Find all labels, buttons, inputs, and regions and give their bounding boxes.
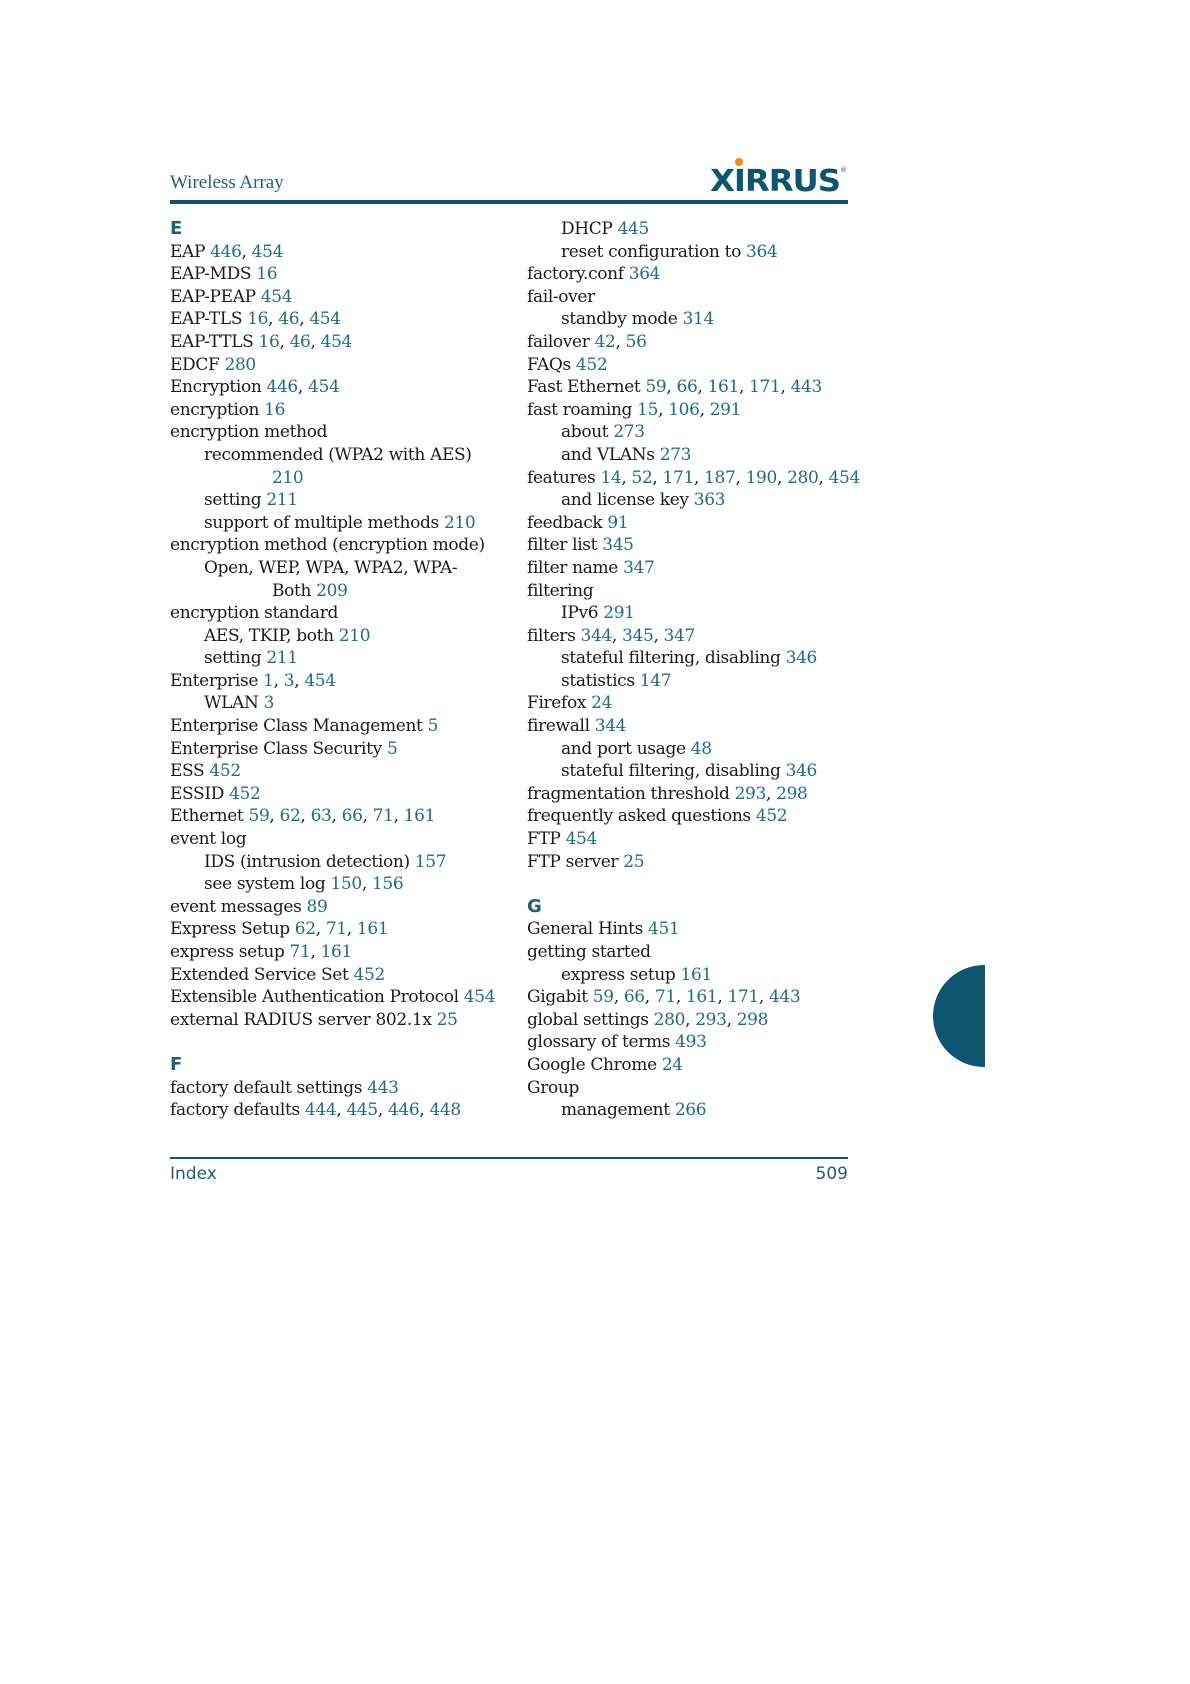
page-reference-link[interactable]: 363 [693, 490, 726, 511]
section-letter: E [170, 218, 183, 239]
page-reference-link[interactable]: 452 [755, 806, 788, 827]
index-entry [170, 896, 502, 919]
page-reference-link[interactable]: 71 [372, 806, 394, 827]
index-entry: Enterprise 1, 3, 454 [170, 670, 336, 691]
index-entry [527, 805, 857, 828]
index-term: reset configuration to [561, 241, 747, 262]
page-reference-link[interactable]: 24 [661, 1054, 683, 1075]
index-entry [170, 263, 502, 286]
page-reference-link[interactable]: 157 [414, 851, 447, 872]
page-reference-link[interactable]: 346 [785, 761, 818, 782]
index-term: fail-over [527, 286, 595, 307]
page-reference-link[interactable]: 25 [623, 851, 645, 872]
index-term: and license key [561, 490, 694, 511]
page-reference-link[interactable]: 5 [427, 716, 439, 737]
page-reference-link[interactable]: 15 [637, 399, 659, 420]
page-reference-link[interactable]: 161 [685, 987, 718, 1008]
index-term: express setup [561, 964, 681, 985]
page-reference-link[interactable]: 190 [745, 467, 777, 488]
index-entry [170, 286, 502, 309]
section-spacer [170, 1031, 502, 1054]
page-reference-link[interactable]: 71 [654, 987, 676, 1008]
index-thumb-tab [933, 965, 985, 1067]
page-reference-link[interactable]: 56 [625, 331, 647, 352]
index-entry [527, 941, 857, 964]
index-term: encryption method (encryption mode) [170, 535, 485, 556]
index-entry [527, 670, 857, 693]
index-term: stateful filtering, disabling [561, 761, 786, 782]
page-reference-link[interactable]: 451 [648, 919, 680, 940]
index-term: and VLANs [561, 444, 660, 465]
index-entry: Express Setup 62, 71, 161 [170, 919, 389, 940]
index-term: event log [170, 829, 247, 850]
index-entry [527, 580, 857, 603]
page-reference-link[interactable]: 187 [704, 467, 736, 488]
page-reference-link[interactable]: 14 [600, 467, 622, 488]
index-entry [170, 580, 502, 603]
index-term: Open, WEP, WPA, WPA2, WPA- [204, 557, 458, 578]
page-reference-link[interactable]: 454 [565, 829, 597, 850]
page-reference-link[interactable]: 347 [663, 625, 695, 646]
page-reference-link[interactable]: 493 [675, 1032, 707, 1053]
page-reference-link[interactable]: 454 [828, 467, 860, 488]
index-entry [170, 1077, 502, 1100]
page-reference-link[interactable]: 454 [320, 331, 353, 352]
page-reference-link[interactable]: 444 [304, 1100, 337, 1121]
index-term: Google Chrome [527, 1054, 662, 1075]
page-reference-link[interactable]: 266 [674, 1100, 707, 1121]
page-reference-link[interactable]: 89 [306, 896, 328, 917]
index-entry: express setup 71, 161 [170, 942, 352, 962]
page-reference-link[interactable]: 452 [353, 964, 385, 985]
index-entry [527, 354, 857, 377]
page-reference-link[interactable]: 171 [749, 377, 781, 398]
page-reference-link[interactable]: 298 [736, 1009, 769, 1030]
index-term: encryption [170, 399, 265, 420]
page-reference-link[interactable]: 46 [278, 309, 300, 330]
index-term: statistics [561, 670, 640, 691]
index-entry [170, 760, 502, 783]
page-reference-link[interactable]: 42 [594, 331, 616, 352]
index-entry [170, 738, 502, 761]
page-reference-link[interactable]: 91 [607, 512, 629, 533]
index-entry [170, 715, 502, 738]
index-term: fast roaming [527, 399, 638, 420]
index-entry [170, 444, 502, 467]
page-reference-link[interactable]: 156 [371, 874, 404, 895]
index-term: failover [527, 331, 595, 352]
page-reference-link[interactable]: 211 [266, 490, 298, 511]
index-entry: features 14, 52, 171, 187, 190, 280, 454 [527, 467, 860, 488]
index-entry [170, 783, 502, 806]
index-term: Encryption [170, 377, 267, 398]
index-term: Enterprise Class Security [170, 738, 387, 759]
index-entry [527, 1099, 857, 1122]
index-term: AES, TKIP, both [204, 625, 339, 646]
page-reference-link[interactable]: 161 [320, 942, 352, 962]
index-term: Both [272, 580, 317, 601]
index-term: feedback [527, 512, 608, 533]
page-reference-link[interactable]: 314 [682, 309, 714, 330]
index-entry [527, 692, 857, 715]
index-term: Extended Service Set [170, 964, 354, 985]
index-column-right [527, 218, 860, 1122]
index-term: EAP-PEAP [170, 286, 261, 307]
page-reference-link[interactable]: 210 [272, 467, 304, 488]
page-reference-link[interactable]: 210 [338, 625, 371, 646]
index-entry [527, 602, 857, 625]
index-entry: see system log 150, 156 [204, 874, 404, 895]
page-reference-link[interactable]: 443 [768, 987, 801, 1008]
page-reference-link[interactable]: 16 [247, 309, 269, 330]
page-reference-link[interactable]: 63 [310, 806, 332, 827]
page-reference-link[interactable]: 280 [653, 1009, 686, 1030]
index-term: EAP-TTLS [170, 331, 259, 352]
page-reference-link[interactable]: 16 [256, 264, 278, 285]
page-reference-link[interactable]: 106 [668, 399, 700, 420]
page-reference-link[interactable]: 59 [248, 806, 270, 827]
index-entry [170, 692, 502, 715]
index-entry [170, 354, 502, 377]
page-reference-link[interactable]: 3 [283, 670, 295, 691]
index-entry [527, 1054, 857, 1077]
index-entry: fast roaming 15, 106, 291 [527, 399, 742, 420]
index-term: Gigabit [527, 987, 593, 1008]
index-entry [170, 467, 502, 490]
index-entry [527, 444, 857, 467]
page-reference-link[interactable]: 454 [251, 241, 284, 262]
page-reference-link[interactable]: 171 [727, 987, 759, 1008]
index-term: event messages [170, 896, 307, 917]
index-term: FTP [527, 829, 566, 850]
index-term: Express Setup [170, 919, 295, 940]
page-reference-link[interactable]: 345 [602, 535, 634, 556]
index-term: encryption method [170, 422, 328, 443]
page-reference-link[interactable]: 446 [210, 241, 242, 262]
page-reference-link[interactable]: 66 [676, 377, 698, 398]
page-reference-link[interactable]: 16 [258, 331, 280, 352]
index-term: filtering [527, 580, 594, 601]
index-term: setting [204, 648, 267, 669]
page-reference-link[interactable]: 364 [628, 264, 661, 285]
index-term: ESSID [170, 783, 230, 804]
index-term: filter name [527, 557, 624, 578]
index-term: Fast Ethernet [527, 377, 646, 398]
index-term: Enterprise Class Management [170, 716, 428, 737]
index-entry [527, 964, 857, 987]
index-term: global settings [527, 1009, 654, 1030]
index-term: IPv6 [561, 603, 604, 624]
section-letter: F [170, 1053, 183, 1075]
running-header-title: Wireless Array [170, 172, 284, 193]
index-entry [170, 851, 502, 874]
index-term: support of multiple methods [204, 512, 444, 533]
index-entry: Gigabit 59, 66, 71, 161, 171, 443 [527, 987, 801, 1008]
index-term: Firefox [527, 693, 592, 714]
page-reference-link[interactable]: 298 [776, 783, 808, 804]
index-term: General Hints [527, 919, 649, 940]
index-entry: Ethernet 59, 62, 63, 66, 71, 161 [170, 806, 436, 827]
page-reference-link[interactable]: 293 [734, 783, 766, 804]
page-reference-link[interactable]: 454 [308, 377, 340, 398]
page-reference-link[interactable]: 52 [631, 467, 653, 488]
index-entry [170, 512, 502, 535]
index-term: IDS (intrusion detection) [204, 851, 415, 872]
page-reference-link[interactable]: 3 [263, 693, 275, 714]
index-term: filters [527, 625, 581, 646]
page-reference-link[interactable]: 448 [429, 1100, 461, 1121]
index-entry: global settings 280, 293, 298 [527, 1009, 769, 1030]
page-reference-link[interactable]: 452 [229, 783, 261, 804]
index-entry [527, 851, 857, 874]
index-entry [170, 625, 502, 648]
index-term: features [527, 467, 601, 488]
index-term: Extensible Authentication Protocol [170, 987, 464, 1008]
page-reference-link[interactable]: 25 [436, 1009, 458, 1030]
page-reference-link[interactable]: 452 [575, 354, 608, 375]
index-term: standby mode [561, 309, 683, 330]
page-reference-link[interactable]: 66 [623, 987, 645, 1008]
index-term: EAP-TLS [170, 309, 248, 330]
header-rule [170, 200, 848, 204]
index-term: getting started [527, 942, 651, 962]
page-reference-link[interactable]: 445 [617, 219, 649, 239]
page-reference-link[interactable]: 147 [639, 670, 672, 691]
page-reference-link[interactable]: 171 [662, 467, 694, 488]
footer-section-name: Index [170, 1164, 217, 1184]
index-entry [527, 308, 857, 331]
page-reference-link[interactable]: 273 [613, 422, 645, 443]
page-reference-link[interactable]: 291 [603, 603, 635, 624]
index-entry [527, 1031, 857, 1054]
index-entry: filters 344, 345, 347 [527, 625, 695, 646]
page-reference-link[interactable]: 161 [707, 377, 739, 398]
index-entry [170, 1009, 502, 1032]
page-reference-link[interactable]: 273 [659, 444, 692, 465]
index-entry [527, 512, 857, 535]
index-term: encryption standard [170, 603, 339, 624]
index-term: recommended (WPA2 with AES) [204, 444, 472, 465]
index-entry [527, 738, 857, 761]
page-reference-link[interactable]: 62 [279, 806, 301, 827]
index-entry [527, 534, 857, 557]
index-term: see system log [204, 874, 331, 895]
page-reference-link[interactable]: 150 [330, 874, 362, 895]
page-reference-link[interactable]: 345 [622, 625, 654, 646]
index-entry [170, 421, 502, 444]
index-entry [527, 241, 857, 264]
xirrus-logo [708, 156, 848, 198]
page-reference-link[interactable]: 293 [695, 1009, 727, 1030]
index-entry [170, 828, 502, 851]
page-reference-link[interactable]: 364 [746, 241, 778, 262]
page-reference-link[interactable]: 443 [367, 1077, 399, 1098]
index-entry [527, 760, 857, 783]
index-term: FTP server [527, 851, 624, 872]
index-entry: Encryption 446, 454 [170, 377, 340, 398]
index-term: factory default settings [170, 1077, 368, 1098]
index-term: frequently asked questions [527, 806, 756, 827]
index-term: fragmentation threshold [527, 783, 735, 804]
section-letter: G [527, 895, 542, 917]
index-entry [527, 421, 857, 444]
index-term: Enterprise [170, 670, 264, 691]
index-entry [527, 918, 857, 941]
page-reference-link[interactable]: 454 [304, 670, 336, 691]
page-reference-link[interactable]: 71 [289, 942, 311, 962]
index-term: external RADIUS server 802.1x [170, 1009, 437, 1030]
page-reference-link[interactable]: 71 [325, 919, 347, 940]
index-entry [527, 263, 857, 286]
index-entry [170, 602, 502, 625]
index-entry: fragmentation threshold 293, 298 [527, 783, 808, 804]
index-entry: EAP-TTLS 16, 46, 454 [170, 331, 353, 352]
page-reference-link[interactable]: 211 [266, 648, 298, 669]
page-reference-link[interactable]: 210 [443, 512, 476, 533]
index-entry: factory defaults 444, 445, 446, 448 [170, 1100, 461, 1121]
svg-text:®: ® [840, 166, 847, 174]
page-reference-link[interactable]: 346 [785, 648, 818, 669]
section-spacer [527, 873, 857, 896]
page-reference-link[interactable]: 62 [294, 919, 316, 940]
page-reference-link[interactable]: 48 [690, 738, 712, 759]
page-reference-link[interactable]: 66 [341, 806, 363, 827]
index-entry [170, 399, 502, 422]
index-term: and port usage [561, 738, 691, 759]
page-reference-link[interactable]: 344 [594, 716, 627, 737]
page-reference-link[interactable]: 209 [316, 580, 348, 601]
index-term: WLAN [204, 693, 264, 714]
index-entry: Fast Ethernet 59, 66, 161, 171, 443 [527, 377, 822, 398]
page-reference-link[interactable]: 452 [209, 761, 241, 782]
page-reference-link[interactable]: 161 [403, 806, 436, 827]
index-entry: EAP-TLS 16, 46, 454 [170, 309, 341, 330]
index-term: firewall [527, 716, 595, 737]
index-term: ESS [170, 761, 210, 782]
page-reference-link[interactable]: 291 [709, 399, 742, 420]
index-term: DHCP [561, 219, 618, 239]
index-entry [527, 715, 857, 738]
index-entry: failover 42, 56 [527, 331, 647, 352]
index-entry [170, 534, 502, 557]
index-entry [170, 964, 502, 987]
page-reference-link[interactable]: 344 [580, 625, 612, 646]
index-entry [170, 489, 502, 512]
page-reference-link[interactable]: 280 [224, 354, 256, 375]
index-term: management [561, 1100, 675, 1121]
index-entry [527, 489, 857, 512]
index-term: glossary of terms [527, 1032, 676, 1053]
page-reference-link[interactable]: 24 [591, 693, 613, 714]
logo-wordmark: XIRRUS [710, 164, 840, 198]
index-entry: EAP 446, 454 [170, 241, 284, 262]
index-term: factory defaults [170, 1100, 305, 1121]
page-reference-link[interactable]: 59 [592, 987, 614, 1008]
index-term: stateful filtering, disabling [561, 648, 786, 669]
page-reference-link[interactable]: 454 [463, 987, 496, 1008]
index-entry [170, 557, 502, 580]
page-reference-link[interactable]: 59 [645, 377, 667, 398]
index-term: FAQs [527, 354, 576, 375]
page-reference-link[interactable]: 161 [680, 964, 712, 985]
index-term: express setup [170, 942, 290, 962]
index-term: Group [527, 1077, 580, 1098]
page-reference-link[interactable]: 347 [623, 557, 655, 578]
index-term: factory.conf [527, 264, 629, 285]
index-entry [170, 986, 502, 1009]
index-term: setting [204, 490, 267, 511]
page-reference-link[interactable]: 454 [309, 309, 341, 330]
index-entry [527, 218, 857, 241]
index-term: EAP [170, 241, 211, 262]
index-term: EDCF [170, 354, 225, 375]
page-reference-link[interactable]: 46 [289, 331, 311, 352]
page-reference-link[interactable]: 445 [346, 1100, 378, 1121]
index-entry [527, 1077, 857, 1100]
index-column-left [170, 218, 502, 1122]
index-term: Ethernet [170, 806, 249, 827]
index-term: about [561, 422, 614, 443]
page-reference-link[interactable]: 280 [787, 467, 819, 488]
page-reference-link[interactable]: 443 [790, 377, 822, 398]
index-entry [170, 647, 502, 670]
page-reference-link[interactable]: 5 [386, 738, 398, 759]
page-reference-link[interactable]: 446 [266, 377, 298, 398]
page-reference-link[interactable]: 446 [387, 1100, 420, 1121]
index-entry [527, 286, 857, 309]
index-entry [527, 647, 857, 670]
footer-rule [170, 1157, 848, 1159]
page-reference-link[interactable]: 454 [260, 286, 293, 307]
index-entry [527, 828, 857, 851]
page-reference-link[interactable]: 16 [264, 399, 286, 420]
footer-page-number: 509 [815, 1164, 848, 1184]
index-term: filter list [527, 535, 603, 556]
page-reference-link[interactable]: 161 [356, 919, 389, 940]
index-term: EAP-MDS [170, 264, 257, 285]
page-reference-link[interactable]: 1 [263, 670, 274, 691]
index-entry [527, 557, 857, 580]
